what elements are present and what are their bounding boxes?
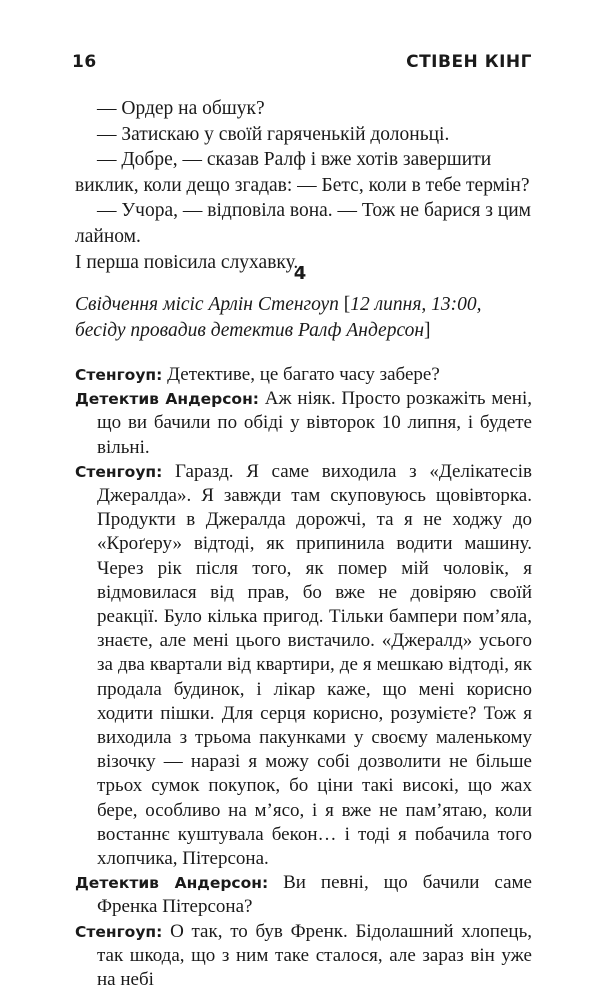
bracket-close: ] — [424, 320, 431, 341]
dialogue-line: — Затискаю у своїй гаряченькій долоньці. — [97, 123, 450, 145]
speech-text: Ви певні, що бачили саме Френка Пітерсона? — [97, 872, 532, 918]
dialogue-line: — Учора, — відповіла вона. — Тож не барися з цим лайном. — [75, 200, 531, 247]
speech-text: Детективе, це багато часу забере? — [162, 364, 440, 385]
speech-text: О так, то був Френк. Бідолашний хлопець, так шкода, що з ним таке сталося, але зараз він уже на небі — [97, 920, 532, 991]
opening-dialogue — [75, 96, 532, 275]
speaker-name: Детектив Андерсон: — [75, 874, 269, 893]
dialogue-line: — Ордер на обшук? — [97, 98, 265, 119]
testimony-title: Свідчення місіс Арлін Стенгоуп — [75, 294, 339, 315]
speaker-name: Стенгоуп: — [75, 922, 163, 941]
dialogue-line: — Добре, — сказав Ралф і вже хотів завершити виклик, коли дещо згадав: — Бетс, коли в тебе термін? — [75, 149, 530, 196]
transcript-entry — [75, 363, 532, 387]
bracket-open: [ — [338, 294, 351, 315]
testimony-intro — [75, 292, 532, 344]
transcript-entry — [75, 387, 532, 460]
speaker-name: Детектив Андерсон: — [75, 390, 259, 409]
running-title: СТІВЕН КІНГ — [406, 52, 532, 72]
section-number: 4 — [293, 263, 307, 284]
speaker-name: Стенгоуп: — [75, 366, 163, 384]
testimony-details: 12 липня, 13:00, бесіду провадив детектив Ралф Андерсон — [75, 294, 482, 341]
transcript-entry — [75, 920, 532, 992]
narration-line: І перша повісила слухавку. — [75, 251, 299, 273]
transcript-entry — [75, 871, 532, 919]
transcript-entry — [75, 460, 532, 871]
speaker-name: Стенгоуп: — [75, 462, 163, 481]
page-header — [72, 52, 532, 76]
interview-transcript — [75, 363, 532, 992]
page-number: 16 — [72, 52, 97, 72]
speech-text: Гаразд. Я саме виходила з «Делікатесів Джералда». Я завжди там скуповуюсь щовівторка. Продукти в Джералда дорожчі, та я не ходжу до «Кроґеру» відтоді, як припинила водити машину. Через рік після того, як помер мій чоловік, я відмовилася від прав, бо вже не довіряю своїй реакції. Було кілька пригод. Тільки бампери пом’яла, знаєте, але мені цього вистачило. «Джералд» усього за два квартали від квартири, де я мешкаю відтоді, як продала будинок, і лікар каже, що мені корисно ходити пішки. Для серця корисно, розумієте? Тож я виходила з трьома пакунками у своєму маленькому візочку — наразі я можу собі дозволити не більше трьох сумок покупок, бо ціни такі високі, що жах бере, особливо на м’ясо, і я вже не пам’ятаю, коли востаннє куштувала бекон… і тоді я побачила того хлопчика, Пітерсона. — [97, 460, 532, 870]
speech-text: Аж ніяк. Просто розкажіть мені, що ви бачили по обіді у вівторок 10 липня, і будете вільні. — [97, 388, 532, 458]
